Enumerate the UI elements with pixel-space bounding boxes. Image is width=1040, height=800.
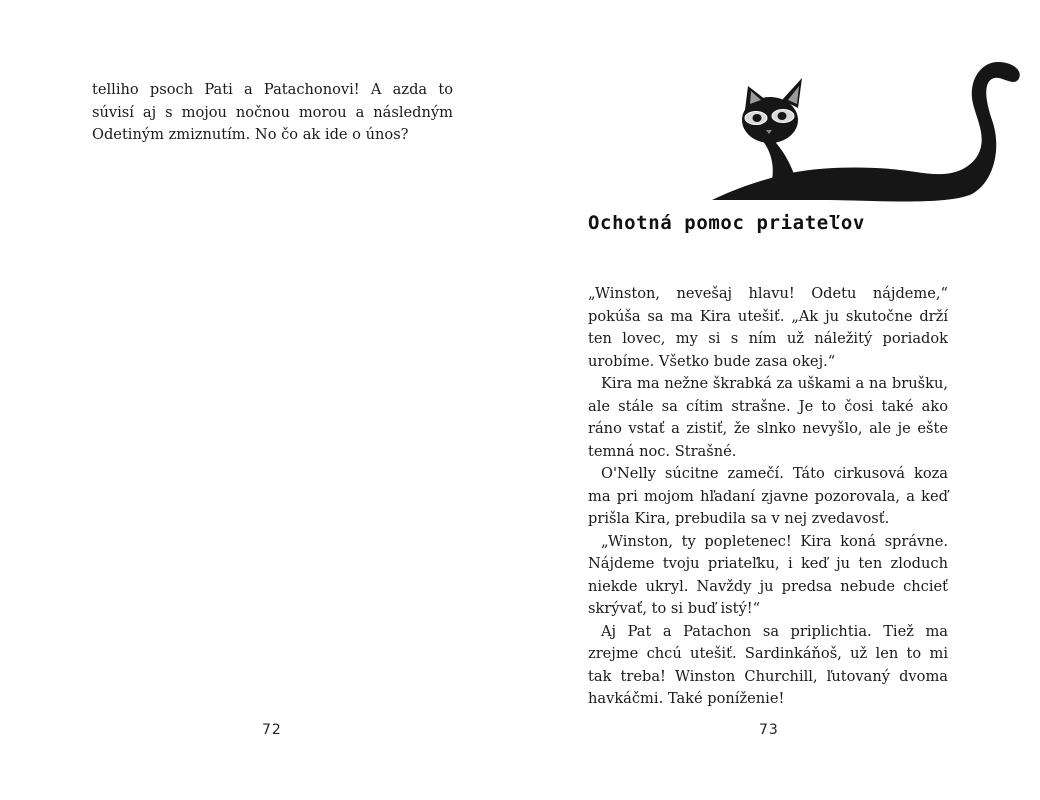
black-cat-illustration: [710, 54, 1020, 204]
right-page-text: [588, 283, 948, 711]
paragraph: „Winston, nevešaj hlavu! Odetu nájdeme,“ pokúša sa ma Kira utešiť. „Ak ju skutočne drží ten lovec, my si s ním už náležitý poriadok urobíme. Všetko bude zasa okej.“: [588, 285, 948, 370]
paragraph: „Winston, ty popletenec! Kira koná správne. Nájdeme tvoju priateľku, i keď ju ten zloduch niekde ukryl. Navždy ju predsa nebude chcieť skrývať, to si buď istý!“: [588, 532, 948, 617]
left-page-text: telliho psoch Pati a Patachonovi! A azda to súvisí aj s mojou nočnou morou a následným Odetiným zmiznutím. No čo ak ide o únos?: [92, 81, 453, 143]
cat-pupil-left: [753, 114, 762, 122]
paragraph: Aj Pat a Patachon sa priplichtia. Tiež ma zrejme chcú utešiť. Sardinkáňoš, už len to mi tak treba! Winston Churchill, ľutovaný dvoma havkáčmi. Také poníženie!: [588, 622, 948, 707]
paragraph: O'Nelly súcitne zamečí. Táto cirkusová koza ma pri mojom hľadaní zjavne pozorovala, a keď prišla Kira, prebudila sa v nej zvedavosť.: [588, 465, 948, 527]
page-number-right: 73: [759, 722, 779, 738]
right-page: [520, 0, 1040, 800]
paragraph: Kira ma nežne škrabká za uškami a na brušku, ale stále sa cítim strašne. Je to čosi také ako ráno vstať a zistiť, že slnko nevyšlo, ale je ešte temná noc. Strašné.: [588, 375, 948, 460]
cat-pupil-right: [778, 112, 787, 120]
page-number-left: 72: [262, 722, 282, 738]
chapter-title: Ochotná pomoc priateľov: [588, 212, 865, 234]
